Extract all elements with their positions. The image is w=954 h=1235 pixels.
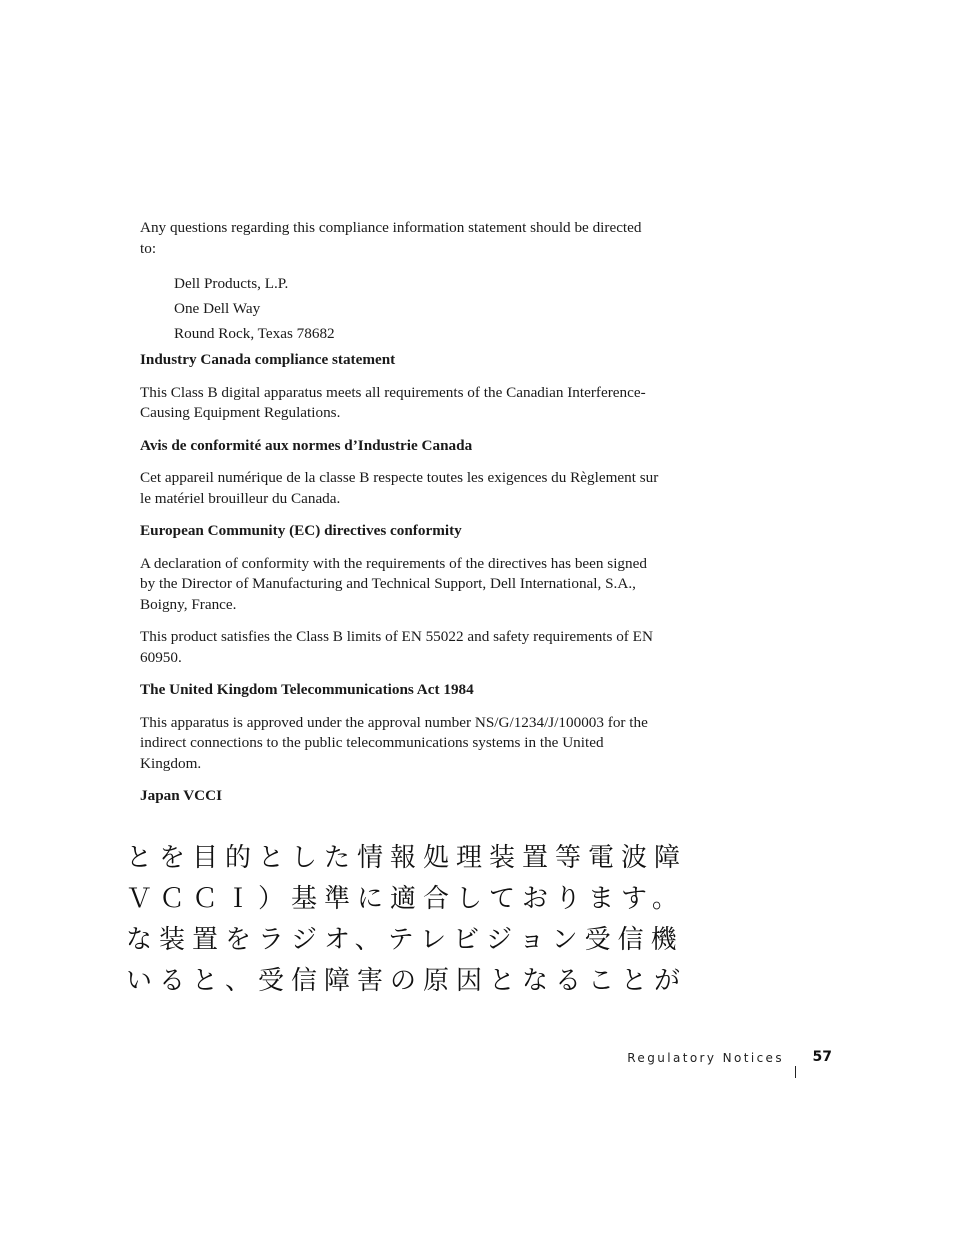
ec-declaration-paragraph: A declaration of conformity with the requirements of the directives has been signed by the Director of Manufacturing and Technical Support, Dell International, S.A., Boigny, France. bbox=[140, 554, 647, 613]
section-heading-avis-canada: Avis de conformité aux normes d’Industrie Canada bbox=[140, 436, 473, 454]
industry-canada-paragraph: This Class B digital apparatus meets all requirements of the Canadian Interference-Causing Equipment Regulations. bbox=[140, 383, 646, 421]
page-number: 57 bbox=[812, 1049, 832, 1065]
vcci-text-line: いると、受信障害の原因となることが bbox=[126, 966, 688, 996]
uk-telecom-paragraph: This apparatus is approved under the approval number NS/G/1234/J/100003 for the indirect connections to the public telecommunications systems in the United Kingdom. bbox=[140, 713, 648, 772]
japan-vcci-statement-image bbox=[126, 838, 688, 996]
mailing-address bbox=[174, 271, 660, 346]
address-line: Dell Products, L.P. bbox=[174, 275, 289, 292]
footer-divider bbox=[795, 1066, 796, 1078]
page-body bbox=[140, 218, 660, 819]
section-heading-ec-conformity: European Community (EC) directives conformity bbox=[140, 522, 462, 539]
address-line: One Dell Way bbox=[174, 300, 261, 317]
page-footer bbox=[600, 1048, 832, 1078]
intro-paragraph: Any questions regarding this compliance information statement should be directed to: bbox=[140, 219, 642, 257]
vcci-text-line: な装置をラジオ、テレビジョン受信機 bbox=[126, 925, 684, 955]
vcci-text-line: とを目的とした情報処理装置等電波障 bbox=[126, 843, 688, 873]
address-line: Round Rock, Texas 78682 bbox=[174, 325, 335, 342]
footer-section-title: Regulatory Notices bbox=[627, 1051, 784, 1065]
section-heading-industry-canada: Industry Canada compliance statement bbox=[140, 351, 396, 368]
ec-limits-paragraph: This product satisfies the Class B limits of EN 55022 and safety requirements of EN 60950. bbox=[140, 628, 653, 666]
section-heading-uk-telecom: The United Kingdom Telecommunications Act 1984 bbox=[140, 681, 474, 698]
section-heading-japan-vcci: Japan VCCI bbox=[140, 787, 223, 804]
vcci-text-line: ＶＣＣＩ）基準に適合しております。 bbox=[126, 884, 685, 914]
avis-canada-paragraph: Cet appareil numérique de la classe B respecte toutes les exigences du Règlement sur le matériel brouilleur du Canada. bbox=[140, 469, 659, 507]
